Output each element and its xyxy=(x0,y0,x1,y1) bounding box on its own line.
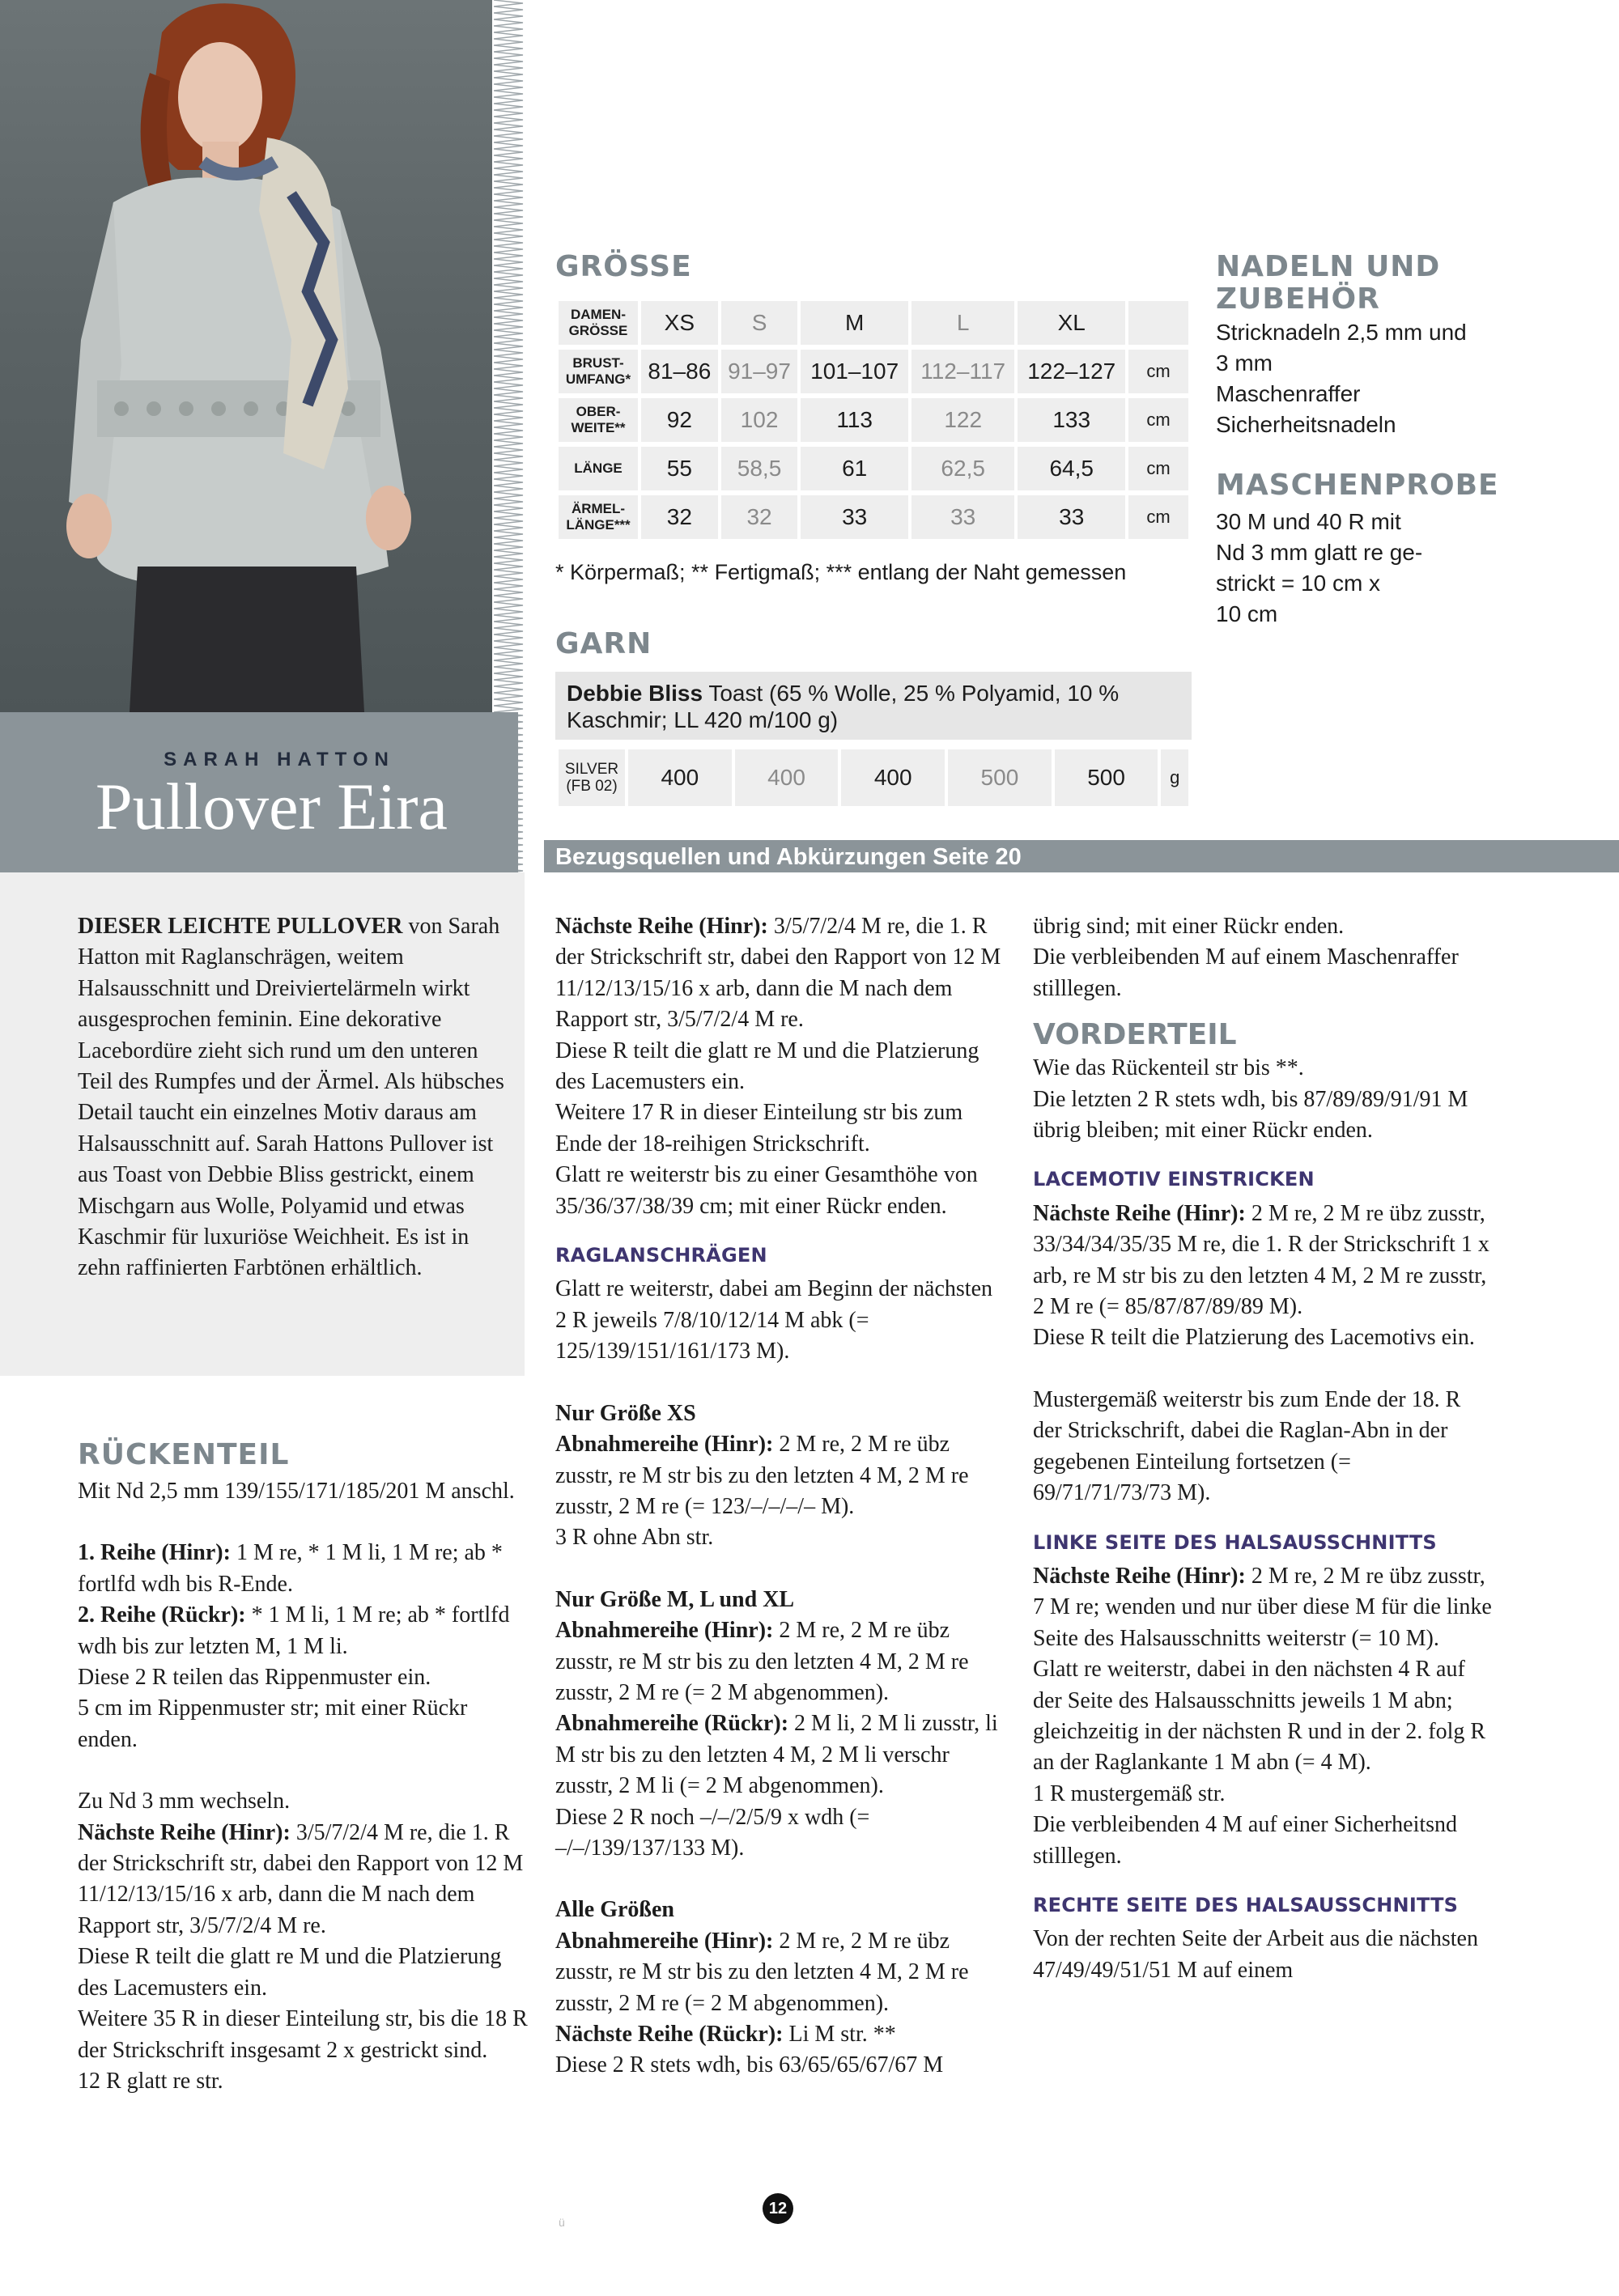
cell: 61 xyxy=(801,447,908,490)
cell: M xyxy=(801,301,908,345)
cell: 32 xyxy=(641,495,718,539)
unit-cell: cm xyxy=(1128,447,1188,490)
cell: 62,5 xyxy=(911,447,1015,490)
cell: 92 xyxy=(641,398,718,442)
table-row xyxy=(559,398,1188,442)
instruction-text: Diese R teilt die glatt re M und die Platzierung des Lacemusters ein. xyxy=(555,1038,979,1095)
instruction-text: Diese 2 R noch –/–/2/5/9 x wdh (= –/–/139/137/133 M). xyxy=(555,1804,870,1861)
tools-list xyxy=(1216,317,1467,440)
size-subheading: Alle Größen xyxy=(555,1897,674,1923)
instruction-text: Abnahmereihe (Rückr): 2 M li, 2 M li zusstr, li M str bis zu den letzten 4 M, 2 M li verschr zusstr, 2 M li (= 2 M abgenommen). xyxy=(555,1711,998,1799)
row-label: ÄRMEL- LÄNGE*** xyxy=(559,495,638,539)
tools-heading: NADELN UND ZUBEHÖR xyxy=(1216,250,1441,316)
yarn-description xyxy=(555,672,1192,740)
instruction-text: Abnahmereihe (Hinr): 2 M re, 2 M re übz zusstr, re M str bis zu den letzten 4 M, 2 M re zusstr, 2 M re (= 123/–/–/–/– M). xyxy=(555,1432,969,1519)
cell: 112–117 xyxy=(911,350,1015,393)
gauge-line: 30 M und 40 R mit xyxy=(1216,509,1401,534)
cell: 101–107 xyxy=(801,350,908,393)
cell: 133 xyxy=(1018,398,1125,442)
instruction-text: Nächste Reihe (Hinr): 2 M re, 2 M re übz zusstr, 33/34/34/35/35 M re, die 1. R der Strickschrift 1 x arb, re M str bis zu den letzten 4 M, 2 M re zusstr, 2 M re (= 85/87/87/89/89 M). xyxy=(1033,1200,1489,1320)
model-photo xyxy=(0,0,492,712)
cell: 102 xyxy=(721,398,798,442)
cell: 58,5 xyxy=(721,447,798,490)
intro-lead: DIESER LEICHTE PULLOVER xyxy=(78,914,403,939)
gauge-line: strickt = 10 cm x xyxy=(1216,571,1381,596)
instruction-text: 5 cm im Rippenmuster str; mit einer Rückr enden. xyxy=(78,1695,468,1752)
instruction-text: 1 R mustergemäß str. xyxy=(1033,1780,1226,1806)
tools-line: Sicherheitsnadeln xyxy=(1216,412,1396,437)
row-label: SILVER (FB 02) xyxy=(559,749,625,806)
cell: 33 xyxy=(1018,495,1125,539)
gauge-line: Nd 3 mm glatt re ge- xyxy=(1216,540,1423,565)
instruction-text: Zu Nd 3 mm wechseln. xyxy=(78,1789,291,1814)
intro-text xyxy=(78,911,505,1284)
instruction-text: übrig sind; mit einer Rückr enden. xyxy=(1033,914,1345,939)
instruction-text: Die verbleibenden 4 M auf einer Sicherheitsnd stilllegen. xyxy=(1033,1812,1458,1869)
instruction-text: Mit Nd 2,5 mm 139/155/171/185/201 M anschl. xyxy=(78,1479,515,1504)
instruction-text: Nächste Reihe (Hinr): 3/5/7/2/4 M re, die 1. R der Strickschrift str, dabei den Rapport von 12 M 11/12/13/15/16 x arb, dann die M nach dem Rapport str, 3/5/7/2/4 M re. xyxy=(78,1819,524,1938)
cell: 500 xyxy=(948,749,1052,806)
unit-cell: cm xyxy=(1128,398,1188,442)
cell: 91–97 xyxy=(721,350,798,393)
unit-cell: cm xyxy=(1128,350,1188,393)
instruction-text: Abnahmereihe (Hinr): 2 M re, 2 M re übz zusstr, re M str bis zu den letzten 4 M, 2 M re zusstr, 2 M re (= 2 M abgenommen). xyxy=(555,1618,969,1705)
tools-line: Maschenraffer xyxy=(1216,381,1361,406)
cell: 122 xyxy=(911,398,1015,442)
yarn-details: Toast (65 % Wolle, 25 % Polyamid, 10 % Kaschmir; LL 420 m/100 g) xyxy=(567,681,1120,732)
instruction-text: Diese 2 R stets wdh, bis 63/65/65/67/67 M xyxy=(555,2052,944,2078)
instruction-text: Weitere 17 R in dieser Einteilung str bis zum Ende der 18-reihigen Strickschrift. xyxy=(555,1100,963,1156)
cell: L xyxy=(911,301,1015,345)
page-title: Pullover Eira xyxy=(96,770,448,843)
row-label: DAMEN- GRÖSSE xyxy=(559,301,638,345)
instruction-text: Glatt re weiterstr, dabei in den nächsten 4 R auf der Seite des Halsausschnitts jeweils 1 M abn; gleichzeitig in der nächsten R und in der 2. folg R an der Raglankante 1 M abn (= 4 M). xyxy=(1033,1657,1486,1776)
cell: 122–127 xyxy=(1018,350,1125,393)
yarn-table xyxy=(555,745,1192,811)
cell: 64,5 xyxy=(1018,447,1125,490)
instruction-text: 3 R ohne Abn str. xyxy=(555,1525,714,1551)
instruction-text: Glatt re weiterstr bis zu einer Gesamthöhe von 35/36/37/38/39 cm; mit einer Rückr enden. xyxy=(555,1162,978,1219)
gauge-line: 10 cm xyxy=(1216,601,1278,626)
raglan-heading: RAGLANSCHRÄGEN xyxy=(555,1244,767,1267)
cell: 400 xyxy=(735,749,839,806)
cell: 33 xyxy=(801,495,908,539)
instruction-text: Mustergemäß weiterstr bis zum Ende der 18. R der Strickschrift, dabei die Raglan-Abn in der gegebenen Einteilung fortsetzen (= 69/71/71/73/73 M). xyxy=(1033,1386,1461,1506)
middle-column xyxy=(555,911,1009,2082)
right-column xyxy=(1033,911,1494,1986)
instruction-text: Die letzten 2 R stets wdh, bis 87/89/89/91/91 M übrig bleiben; mit einer Rückr enden. xyxy=(1033,1086,1468,1144)
size-heading: GRÖSSE xyxy=(555,250,692,283)
instruction-text: 1. Reihe (Hinr): 1 M re, * 1 M li, 1 M re; ab * fortlfd wdh bis R-Ende. xyxy=(78,1540,503,1597)
table-row xyxy=(559,350,1188,393)
right-neck-heading: RECHTE SEITE DES HALSAUSSCHNITTS xyxy=(1033,1893,1459,1916)
row-label: OBER- WEITE** xyxy=(559,398,638,442)
tools-line: 3 mm xyxy=(1216,350,1273,376)
instruction-text: Glatt re weiterstr, dabei am Beginn der nächsten 2 R jeweils 7/8/10/12/14 M abk (= 125/139/151/161/173 M). xyxy=(555,1276,993,1364)
author-name: SARAH HATTON xyxy=(164,749,395,770)
instruction-text: 2. Reihe (Rückr): * 1 M li, 1 M re; ab * fortlfd wdh bis zur letzten M, 1 M li. xyxy=(78,1602,510,1659)
front-heading: VORDERTEIL xyxy=(1033,1018,1237,1052)
yarn-heading: GARN xyxy=(555,627,652,660)
lace-heading: LACEMOTIV EINSTRICKEN xyxy=(1033,1168,1315,1191)
cell: XL xyxy=(1018,301,1125,345)
cell: 81–86 xyxy=(641,350,718,393)
intro-body: von Sarah Hatton mit Raglanschrägen, weitem Halsausschnitt und Dreiviertelärmeln wirkt ausgesprochen feminin. Eine dekorative Lacebordüre zieht sich rund um den unteren Teil des Rumpfes und der Ärmel. Als hübsches Detail taucht ein einzelnes Motiv daraus am Halsausschnitt auf. Sarah Hattons Pullover ist aus Toast von Debbie Bliss gestrickt, einem Mischgarn aus Wolle, Polyamid und etwas Kaschmir für luxuriöse Weichheit. Es ist in zehn raffinierten Farbtönen erhältlich. xyxy=(78,914,504,1281)
gauge-text xyxy=(1216,507,1422,630)
instruction-text: Nächste Reihe (Rückr): Li M str. ** xyxy=(555,2022,896,2047)
instruction-text: Weitere 35 R in dieser Einteilung str, bis die 18 R der Strickschrift insgesamt 2 x gestrickt sind. xyxy=(78,2006,528,2063)
cell: 113 xyxy=(801,398,908,442)
table-row xyxy=(559,447,1188,490)
gauge-heading: MASCHENPROBE xyxy=(1216,469,1499,502)
back-instructions xyxy=(78,1476,531,2097)
cell: XS xyxy=(641,301,718,345)
cell: 500 xyxy=(1055,749,1158,806)
cell: 55 xyxy=(641,447,718,490)
instruction-text: Wie das Rückenteil str bis **. xyxy=(1033,1055,1304,1081)
unit-cell: g xyxy=(1161,749,1188,806)
row-label: LÄNGE xyxy=(559,447,638,490)
size-footnote: * Körpermaß; ** Fertigmaß; *** entlang der Naht gemessen xyxy=(555,560,1127,584)
cell: 400 xyxy=(628,749,732,806)
unit-cell xyxy=(1128,301,1188,345)
instruction-text: Diese R teilt die Platzierung des Lacemotivs ein. xyxy=(1033,1325,1475,1351)
table-row xyxy=(559,495,1188,539)
tools-line: Stricknadeln 2,5 mm und xyxy=(1216,320,1467,345)
instruction-text: Von der rechten Seite der Arbeit aus die nächsten 47/49/49/51/51 M auf einem xyxy=(1033,1926,1478,1983)
page-number: 12 xyxy=(763,2193,793,2224)
footer-mark: ü xyxy=(559,2216,565,2229)
instruction-text: Nächste Reihe (Hinr): 3/5/7/2/4 M re, die 1. R der Strickschrift str, dabei den Rapport von 12 M 11/12/13/15/16 x arb, dann die M nach dem Rapport str, 3/5/7/2/4 M re. xyxy=(555,914,1001,1033)
size-table xyxy=(555,296,1192,544)
instruction-text: Diese 2 R teilen das Rippenmuster ein. xyxy=(78,1665,431,1691)
cell: 33 xyxy=(911,495,1015,539)
cell: 32 xyxy=(721,495,798,539)
row-label: BRUST- UMFANG* xyxy=(559,350,638,393)
cell: 400 xyxy=(841,749,945,806)
instruction-text: 12 R glatt re str. xyxy=(78,2068,223,2094)
cell: S xyxy=(721,301,798,345)
instruction-text: Die verbleibenden M auf einem Maschenraffer stilllegen. xyxy=(1033,944,1459,1001)
table-row xyxy=(559,749,1188,806)
instruction-text: Nächste Reihe (Hinr): 2 M re, 2 M re übz zusstr, 7 M re; wenden und nur über diese M für die linke Seite des Halsausschnitts weiterstr (= 10 M). xyxy=(1033,1563,1492,1651)
size-subheading: Nur Größe XS xyxy=(555,1400,696,1426)
unit-cell: cm xyxy=(1128,495,1188,539)
table-row xyxy=(559,301,1188,345)
size-subheading: Nur Größe M, L und XL xyxy=(555,1586,795,1612)
instruction-text: Abnahmereihe (Hinr): 2 M re, 2 M re übz zusstr, re M str bis zu den letzten 4 M, 2 M re zusstr, 2 M re (= 2 M abgenommen). xyxy=(555,1928,969,2016)
left-neck-heading: LINKE SEITE DES HALSAUSSCHNITTS xyxy=(1033,1530,1437,1554)
yarn-brand: Debbie Bliss xyxy=(567,681,703,706)
sources-link[interactable]: Bezugsquellen und Abkürzungen Seite 20 xyxy=(555,844,1022,870)
back-heading: RÜCKENTEIL xyxy=(78,1438,290,1471)
instruction-text: Diese R teilt die glatt re M und die Platzierung des Lacemusters ein. xyxy=(78,1944,502,2001)
